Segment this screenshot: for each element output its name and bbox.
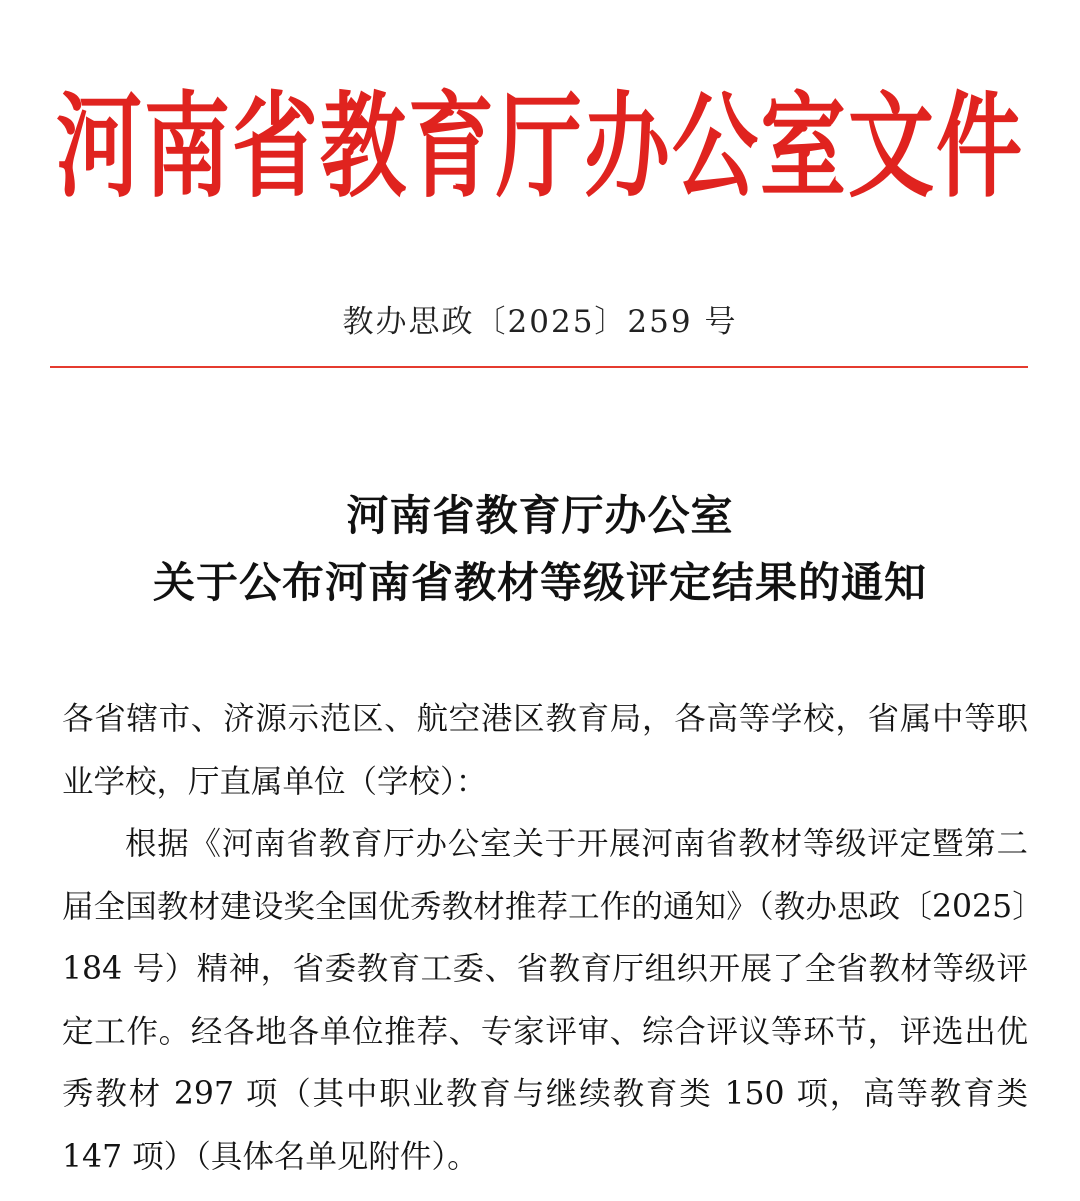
- salutation: 各省辖市、济源示范区、航空港区教育局，各高等学校，省属中等职业学校，厅直属单位（学校）：: [62, 701, 1028, 800]
- notice-title-line-1: 河南省教育厅办公室: [346, 491, 734, 540]
- document-number: 教办思政〔2025〕259 号: [342, 304, 738, 340]
- red-divider-line: [50, 366, 1028, 368]
- notice-title-line-2: 关于公布河南省教材等级评定结果的通知: [152, 558, 927, 607]
- notice-body: [62, 688, 1028, 1188]
- body-paragraph: 根据《河南省教育厅办公室关于开展河南省教材等级评定暨第二届全国教材建设奖全国优秀教材推荐工作的通知》（教办思政〔2025〕184 号）精神，省委教育工委、省教育厅组织开展了全省教材等级评定工作。经各地各单位推荐、专家评审、综合评议等环节，评选出优秀教材 297 项（其中职业教育与继续教育类 150 项，高等教育类 147 项）（具体名单见附件）。: [62, 826, 1028, 1175]
- issuer-title: 河南省教育厅办公室文件: [56, 81, 1024, 214]
